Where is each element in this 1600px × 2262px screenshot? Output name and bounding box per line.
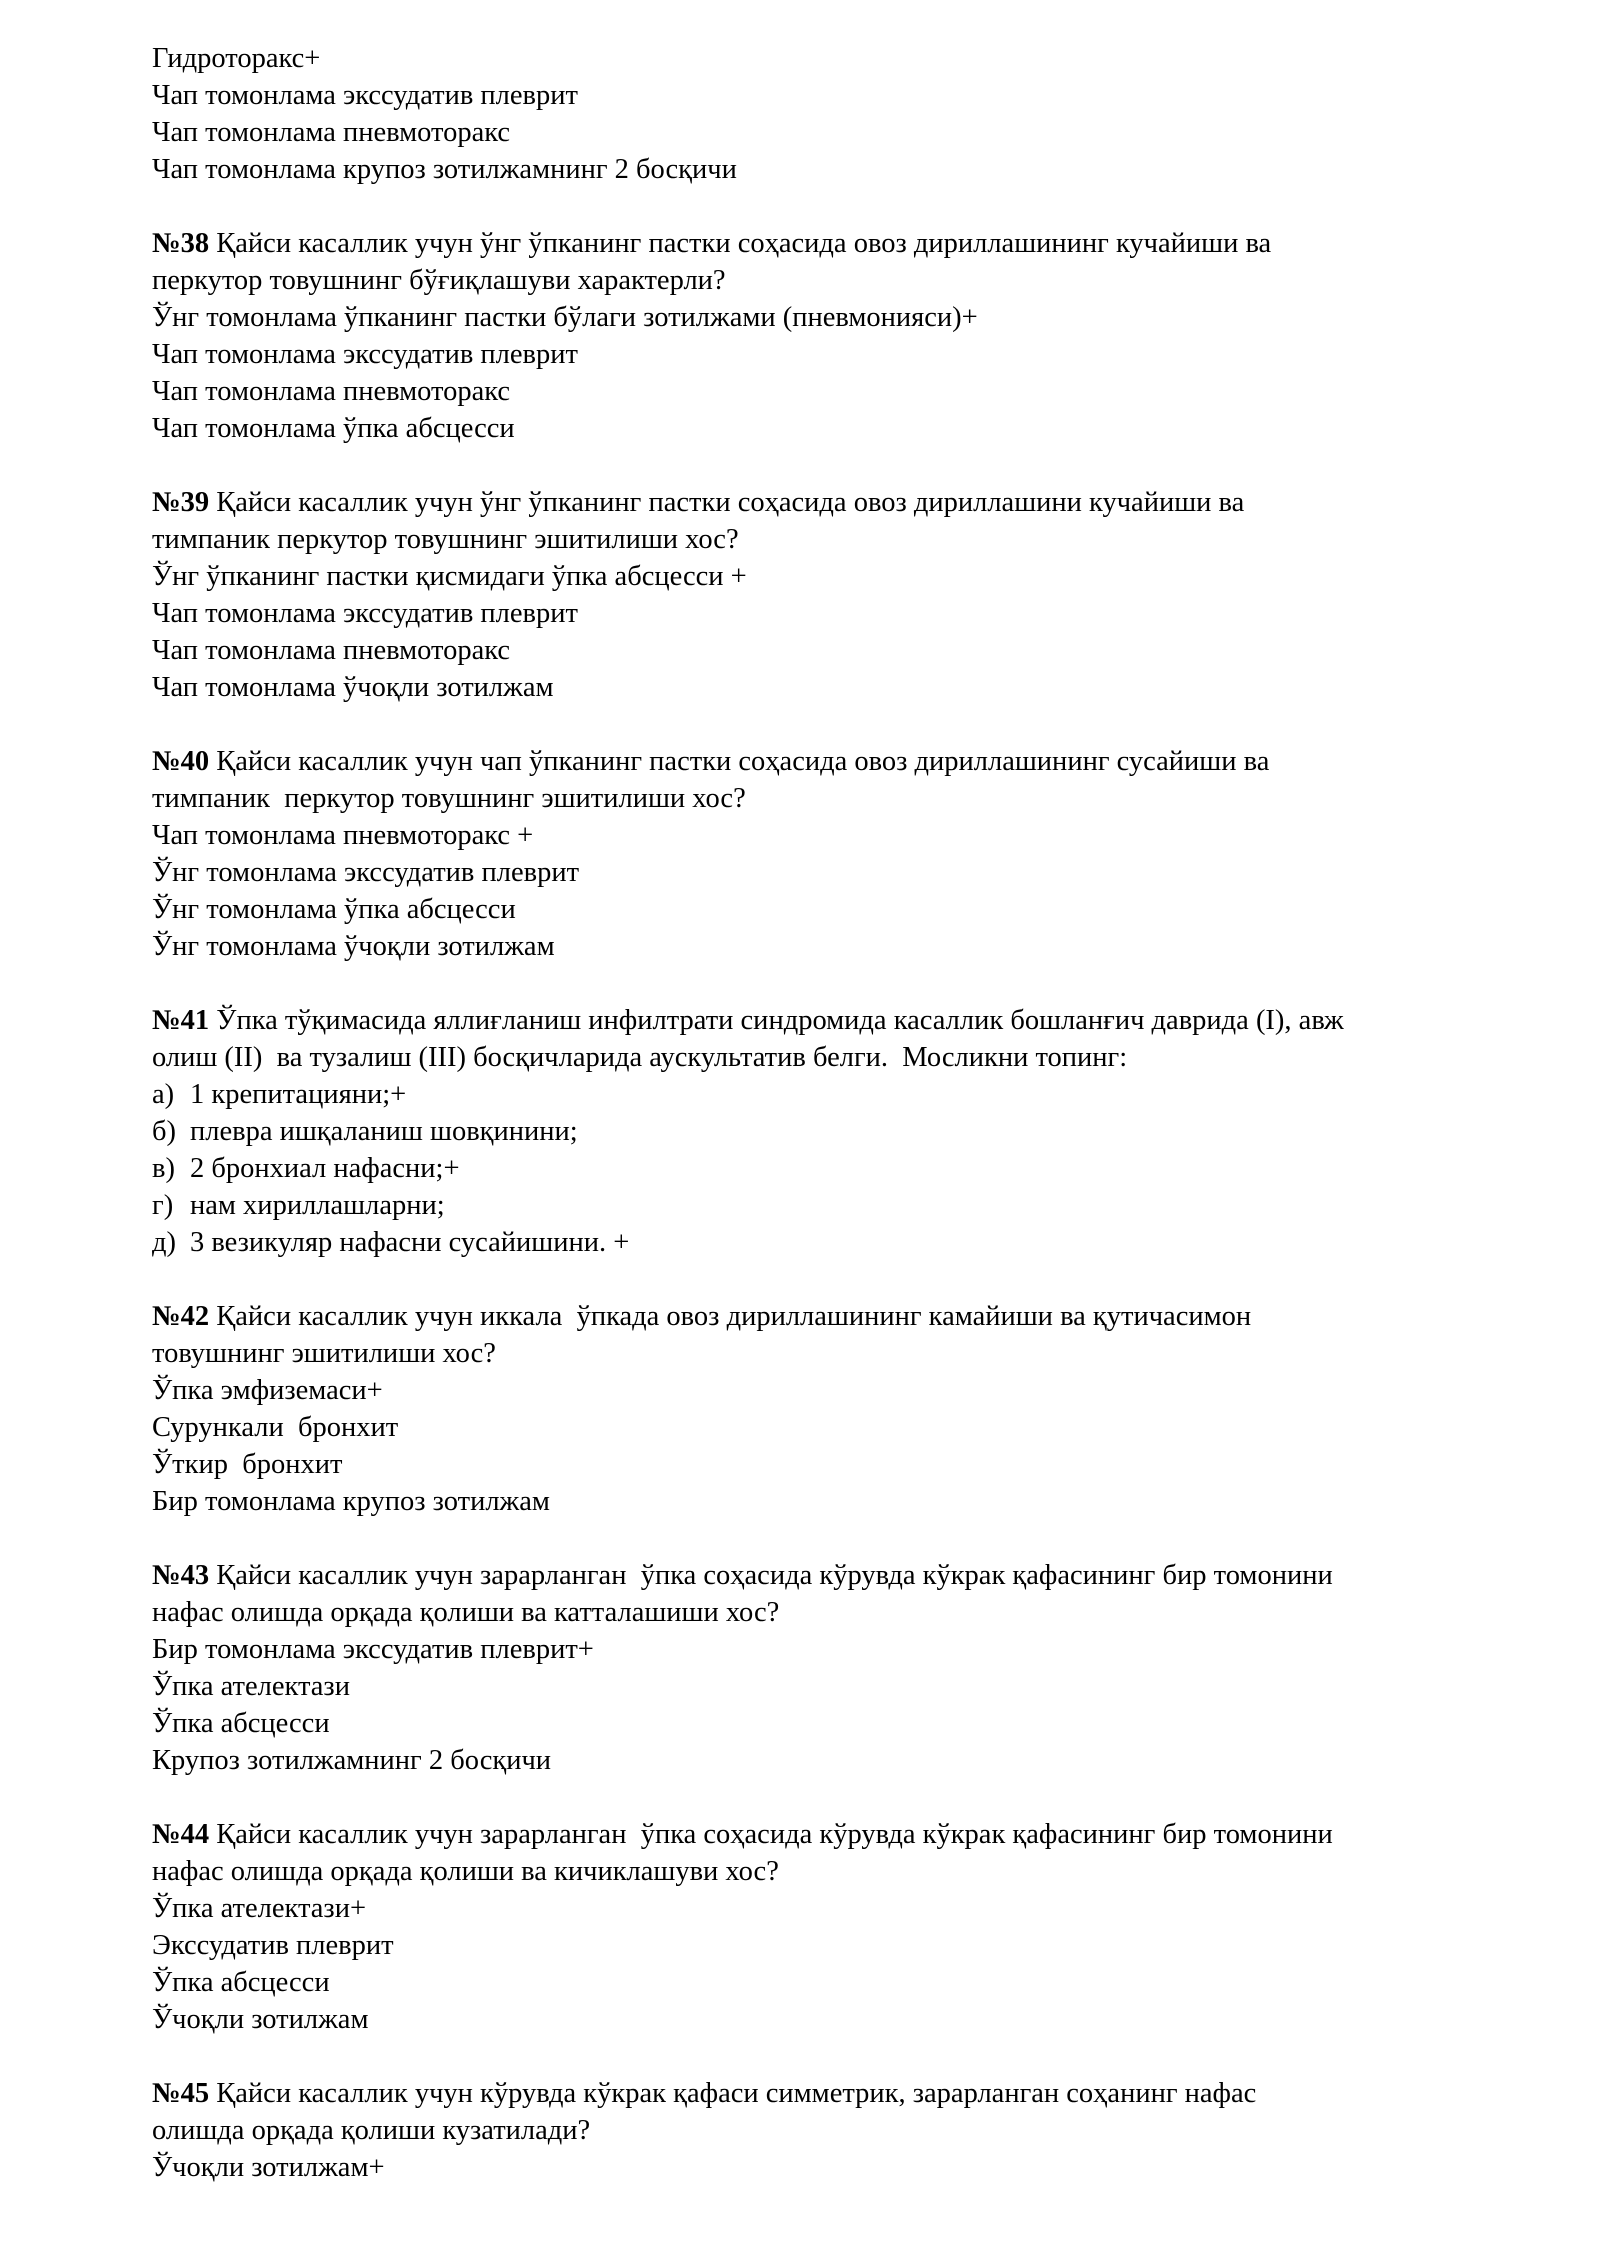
option-line: Ўчоқли зотилжам [152, 2004, 369, 2035]
question-text: перкутор товушнинг бўғиқлашуви характерли? [152, 265, 726, 296]
option-line: Ўнг ўпканинг пастки қисмидаги ўпка абсцесси + [152, 561, 747, 592]
option-line: Чап томонлама ўчоқли зотилжам [152, 672, 554, 703]
lettered-option: д) 3 везикуляр нафасни сусайишини. + [152, 1224, 1552, 1261]
question-text: нафас олишда орқада қолиши ва кичиклашуви хос? [152, 1856, 779, 1887]
question-text: нафас олишда орқада қолиши ва катталашиши хос? [152, 1597, 780, 1628]
option-line: Сурункали бронхит [152, 1412, 399, 1443]
question-number: №40 [152, 746, 210, 777]
option-line: Чап томонлама крупоз зотилжамнинг 2 босқичи [152, 154, 737, 185]
question-text: №44 Қайси касаллик учун зарарланган ўпка соҳасида кўрувда кўкрак қафасининг бир томонини [152, 1819, 1333, 1850]
option-line: Чап томонлама экссудатив плеврит [152, 80, 578, 111]
option-line: Ўпка эмфиземаси+ [152, 1375, 383, 1406]
question-number: №38 [152, 228, 210, 259]
question-number: №42 [152, 1301, 210, 1332]
spacer [152, 1520, 1552, 1557]
question-text: №39 Қайси касаллик учун ўнг ўпканинг пастки соҳасида овоз дириллашини кучайиши ва [152, 487, 1245, 518]
spacer [152, 706, 1552, 743]
option-line: Ўнг томонлама экссудатив плеврит [152, 857, 580, 888]
option-line: Чап томонлама ўпка абсцесси [152, 413, 515, 444]
spacer [152, 188, 1552, 225]
spacer [152, 965, 1552, 1002]
option-letter: д) [152, 1227, 176, 1258]
question-text: товушнинг эшитилиши хос? [152, 1338, 496, 1369]
question-text: тимпаник перкутор товушнинг эшитилиши хос? [152, 524, 739, 555]
option-line: Ўткир бронхит [152, 1449, 343, 1480]
lettered-option: а) 1 крепитацияни;+ [152, 1076, 1552, 1113]
option-line: Чап томонлама пневмоторакс + [152, 820, 534, 851]
question-text: №43 Қайси касаллик учун зарарланган ўпка соҳасида кўрувда кўкрак қафасининг бир томонини [152, 1560, 1333, 1591]
option-line: Чап томонлама экссудатив плеврит [152, 598, 578, 629]
option-line: Ўнг томонлама ўпканинг пастки бўлаги зотилжами (пневмонияси)+ [152, 302, 978, 333]
document-page [152, 40, 1552, 2186]
question-text: №41 Ўпка тўқимасида яллиғланиш инфилтрати синдромида касаллик бошланғич даврида (I), авж [152, 1005, 1344, 1036]
option-line: Чап томонлама пневмоторакс [152, 376, 511, 407]
option-line: Чап томонлама пневмоторакс [152, 117, 511, 148]
lettered-option: б) плевра ишқаланиш шовқинини; [152, 1113, 1552, 1150]
option-line: Бир томонлама крупоз зотилжам [152, 1486, 550, 1517]
spacer [152, 2038, 1552, 2075]
option-line: Бир томонлама экссудатив плеврит+ [152, 1634, 594, 1665]
option-line: Чап томонлама экссудатив плеврит [152, 339, 578, 370]
question-number: №45 [152, 2078, 210, 2109]
option-line: Крупоз зотилжамнинг 2 босқичи [152, 1745, 552, 1776]
lettered-option: в) 2 бронхиал нафасни;+ [152, 1150, 1552, 1187]
option-letter: г) [152, 1190, 174, 1221]
option-line: Ўпка абсцесси [152, 1708, 330, 1739]
spacer [152, 447, 1552, 484]
option-line: Чап томонлама пневмоторакс [152, 635, 511, 666]
option-letter: в) [152, 1153, 175, 1184]
option-letter: б) [152, 1116, 176, 1147]
option-line: Ўпка абсцесси [152, 1967, 330, 1998]
question-number: №43 [152, 1560, 210, 1591]
spacer [152, 1779, 1552, 1816]
option-line: Гидроторакс+ [152, 43, 321, 74]
option-line: Ўнг томонлама ўпка абсцесси [152, 894, 516, 925]
question-text: №45 Қайси касаллик учун кўрувда кўкрак қафаси симметрик, зарарланган соҳанинг нафас [152, 2078, 1257, 2109]
option-letter: а) [152, 1079, 175, 1110]
option-line: Ўпка ателектази [152, 1671, 350, 1702]
question-text: тимпаник перкутор товушнинг эшитилиши хос? [152, 783, 746, 814]
question-text: №38 Қайси касаллик учун ўнг ўпканинг пастки соҳасида овоз дириллашининг кучайиши ва [152, 228, 1272, 259]
question-number: №39 [152, 487, 210, 518]
option-line: Ўнг томонлама ўчоқли зотилжам [152, 931, 555, 962]
question-text: №42 Қайси касаллик учун иккала ўпкада овоз дириллашининг камайиши ва қутичасимон [152, 1301, 1252, 1332]
question-text: №40 Қайси касаллик учун чап ўпканинг пастки соҳасида овоз дириллашининг сусайиши ва [152, 746, 1270, 777]
lettered-option: г) нам хириллашларни; [152, 1187, 1552, 1224]
question-text: олишда орқада қолиши кузатилади? [152, 2115, 591, 2146]
option-line: Экссудатив плеврит [152, 1930, 394, 1961]
question-number: №41 [152, 1005, 210, 1036]
spacer [152, 1261, 1552, 1298]
question-text: олиш (II) ва тузалиш (III) босқичларида аускультатив белги. Мосликни топинг: [152, 1042, 1128, 1073]
option-line: Ўчоқли зотилжам+ [152, 2152, 385, 2183]
option-line: Ўпка ателектази+ [152, 1893, 367, 1924]
question-number: №44 [152, 1819, 210, 1850]
